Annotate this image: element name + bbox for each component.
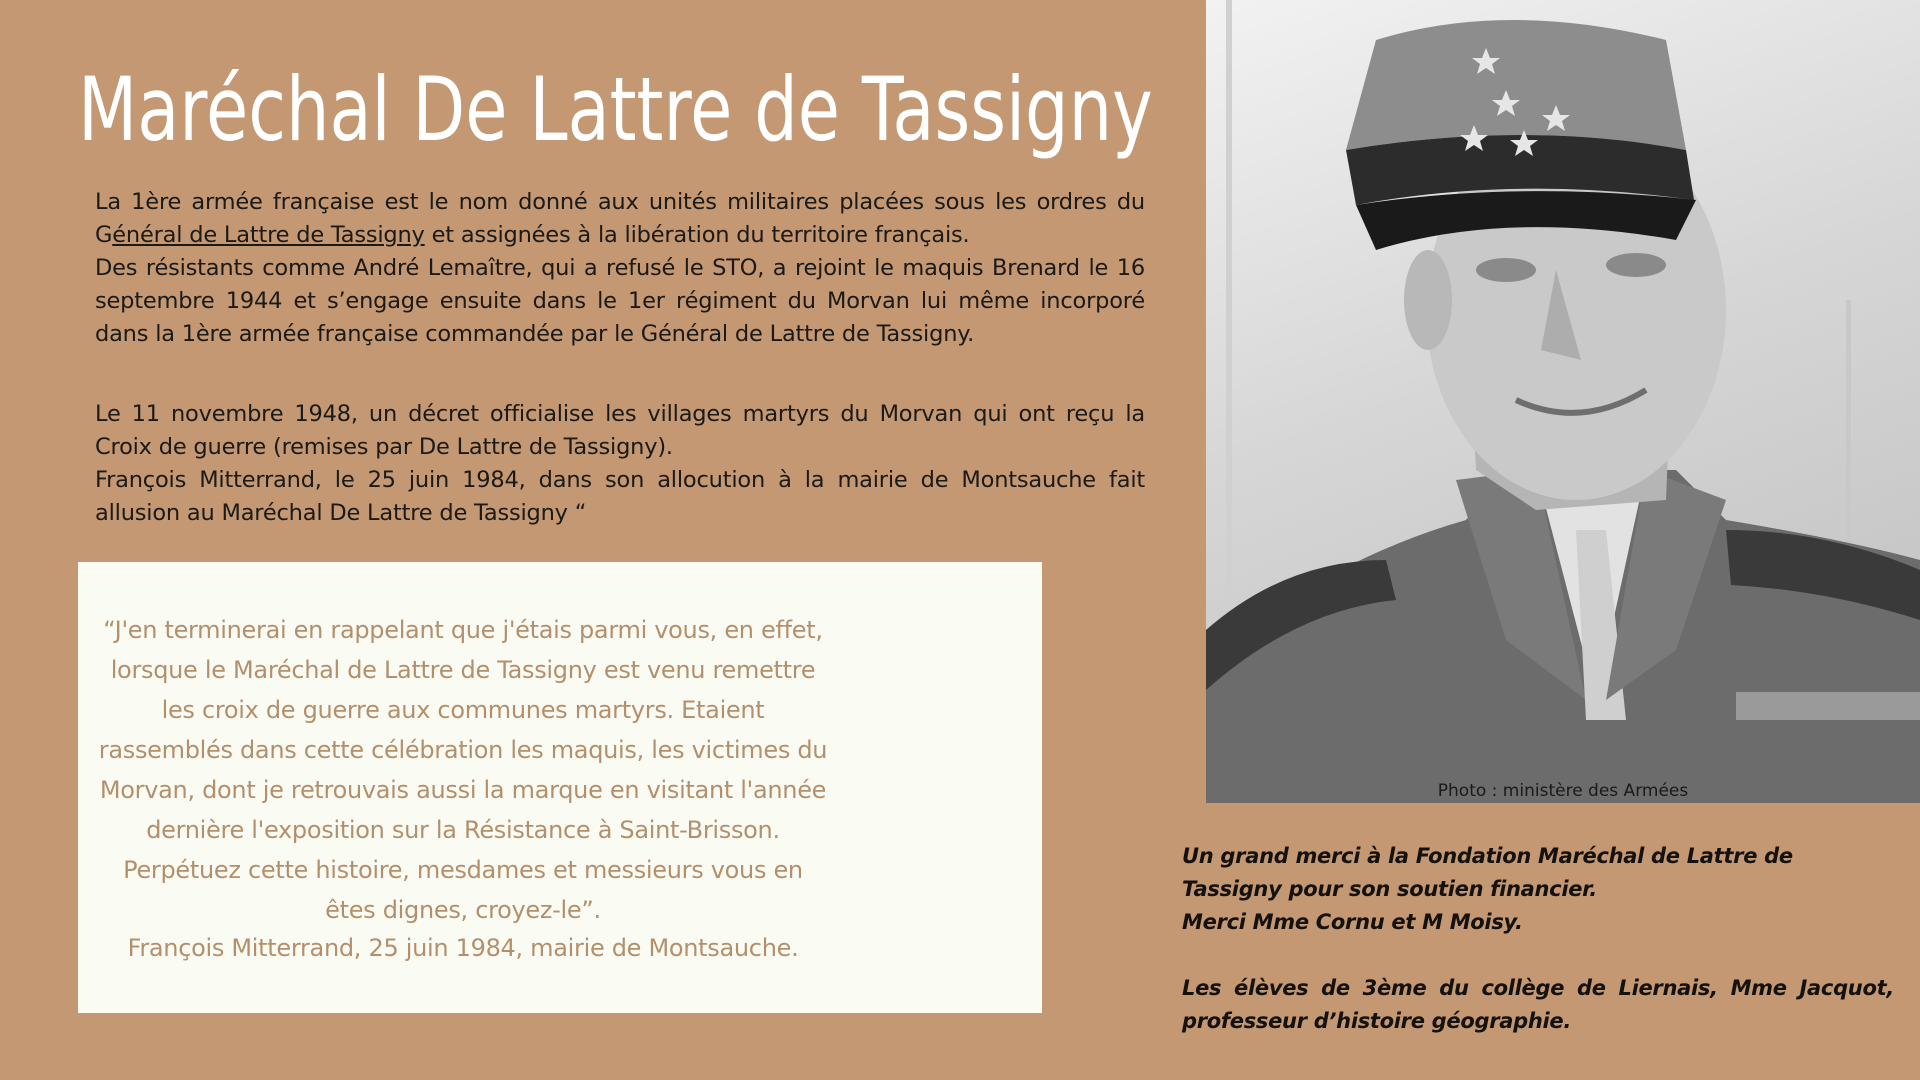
intro-text-end: et assignées à la libération du territoire français. bbox=[424, 222, 970, 248]
resistants-text: Des résistants comme André Lemaître, qui a refusé le STO, a rejoint le maquis Brenard le 16 septembre 1944 et s’engage ensuite dans le 1er régiment du Morvan lui même incorporé dans la 1ère armée française commandée par le Général de Lattre de Tassigny. bbox=[95, 255, 1145, 347]
acknowledgements bbox=[1182, 840, 1894, 1038]
quote-text: “J'en terminerai en rappelant que j'étais parmi vous, en effet, lorsque le Maréchal de Lattre de Tassigny est venu remettre les croix de guerre aux communes martyrs. Etaient rassemblés dans cette célébration les maquis, les victimes du Morvan, dont je retrouvais aussi la marque en visitant l'année dernière l'exposition sur la Résistance à Saint-Brisson. Perpétuez cette histoire, mesdames et messieurs vous en êtes dignes, croyez-le”. bbox=[98, 616, 828, 924]
page-title: Maréchal De Lattre de Tassigny bbox=[78, 58, 1153, 161]
thanks-students: Les élèves de 3ème du collège de Liernais, Mme Jacquot, professeur d’histoire géographie. bbox=[1182, 976, 1894, 1033]
portrait-photo bbox=[1206, 0, 1920, 803]
thanks-foundation: Un grand merci à la Fondation Maréchal de Lattre de Tassigny pour son soutien financier. bbox=[1182, 844, 1793, 901]
intro-text-start: La 1ère armée française est le nom donné aux unités militaires placées sous les ordres du G bbox=[95, 189, 1145, 248]
thanks-people: Merci Mme Cornu et M Moisy. bbox=[1182, 910, 1523, 934]
intro-paragraph-1 bbox=[95, 186, 1145, 351]
quote-attribution: François Mitterrand, 25 juin 1984, mairie de Montsauche. bbox=[127, 934, 799, 962]
decree-text: Le 11 novembre 1948, un décret officialise les villages martyrs du Morvan qui ont reçu la Croix de guerre (remises par De Lattre de Tassigny). bbox=[95, 401, 1145, 460]
general-link[interactable]: énéral de Lattre de Tassigny bbox=[112, 222, 425, 248]
photo-caption: Photo : ministère des Armées bbox=[1437, 781, 1689, 801]
portrait-photo-icon bbox=[1206, 0, 1920, 803]
quote-box bbox=[78, 562, 1042, 1013]
intro-paragraph-2 bbox=[95, 398, 1145, 530]
mitterrand-text: François Mitterrand, le 25 juin 1984, dans son allocution à la mairie de Montsauche fait allusion au Maréchal De Lattre de Tassigny “ bbox=[95, 467, 1145, 526]
